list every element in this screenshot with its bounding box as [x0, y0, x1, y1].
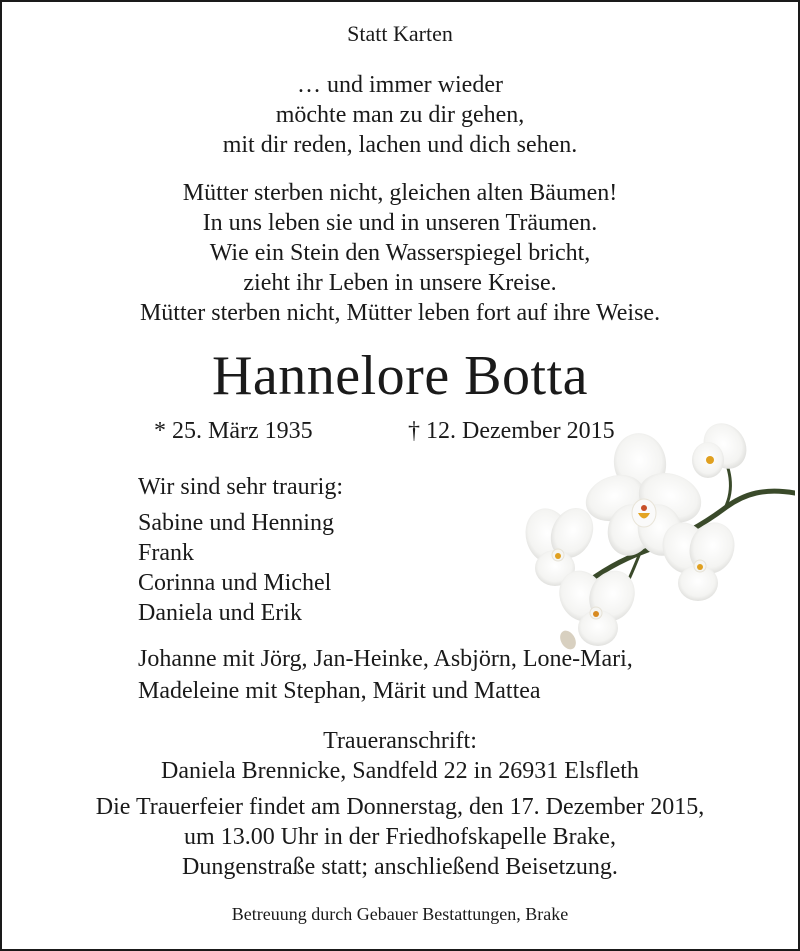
deceased-name: Hannelore Botta — [211, 345, 589, 407]
poem2-line-3: Wie ein Stein den Wasserspiegel bricht, — [209, 240, 591, 266]
orchid-flower-icon — [520, 418, 795, 653]
ceremony-line-1: Die Trauerfeier findet am Donnerstag, den 17. Dezember 2015, — [95, 794, 705, 820]
mourning-intro: Wir sind sehr traurig: — [138, 474, 343, 500]
footer-text: Betreuung durch Gebauer Bestattungen, Brake — [231, 904, 569, 924]
ceremony-line-2: um 13.00 Uhr in der Friedhofskapelle Brake, — [184, 824, 616, 850]
poem2-line-2: In uns leben sie und in unseren Träumen. — [202, 210, 598, 236]
family-member-2: Frank — [138, 540, 194, 566]
family-member-1: Sabine und Henning — [138, 510, 334, 536]
poem2-line-5: Mütter sterben nicht, Mütter leben fort auf ihre Weise. — [139, 300, 661, 326]
grandchildren-line-2: Madeleine mit Stephan, Märit und Mattea — [138, 678, 541, 704]
poem1-line-3: mit dir reden, lachen und dich sehen. — [222, 132, 578, 158]
address-text: Daniela Brennicke, Sandfeld 22 in 26931 Elsfleth — [161, 758, 639, 784]
address-label: Traueranschrift: — [323, 728, 477, 754]
grandchildren-line-1: Johanne mit Jörg, Jan-Heinke, Asbjörn, Lone-Mari, — [138, 646, 633, 672]
poem2-line-1: Mütter sterben nicht, gleichen alten Bäumen! — [182, 180, 618, 206]
header-text: Statt Karten — [347, 21, 453, 46]
ceremony-line-3: Dungenstraße statt; anschließend Beisetzung. — [182, 854, 618, 880]
family-member-3: Corinna und Michel — [138, 570, 332, 596]
poem1-line-2: möchte man zu dir gehen, — [275, 102, 525, 128]
poem2-line-4: zieht ihr Leben in unsere Kreise. — [243, 270, 557, 296]
poem1-line-1: … und immer wieder — [297, 72, 503, 98]
birth-date: * 25. März 1935 — [154, 418, 313, 444]
death-date: † 12. Dezember 2015 — [408, 418, 615, 444]
family-member-4: Daniela und Erik — [138, 600, 302, 626]
